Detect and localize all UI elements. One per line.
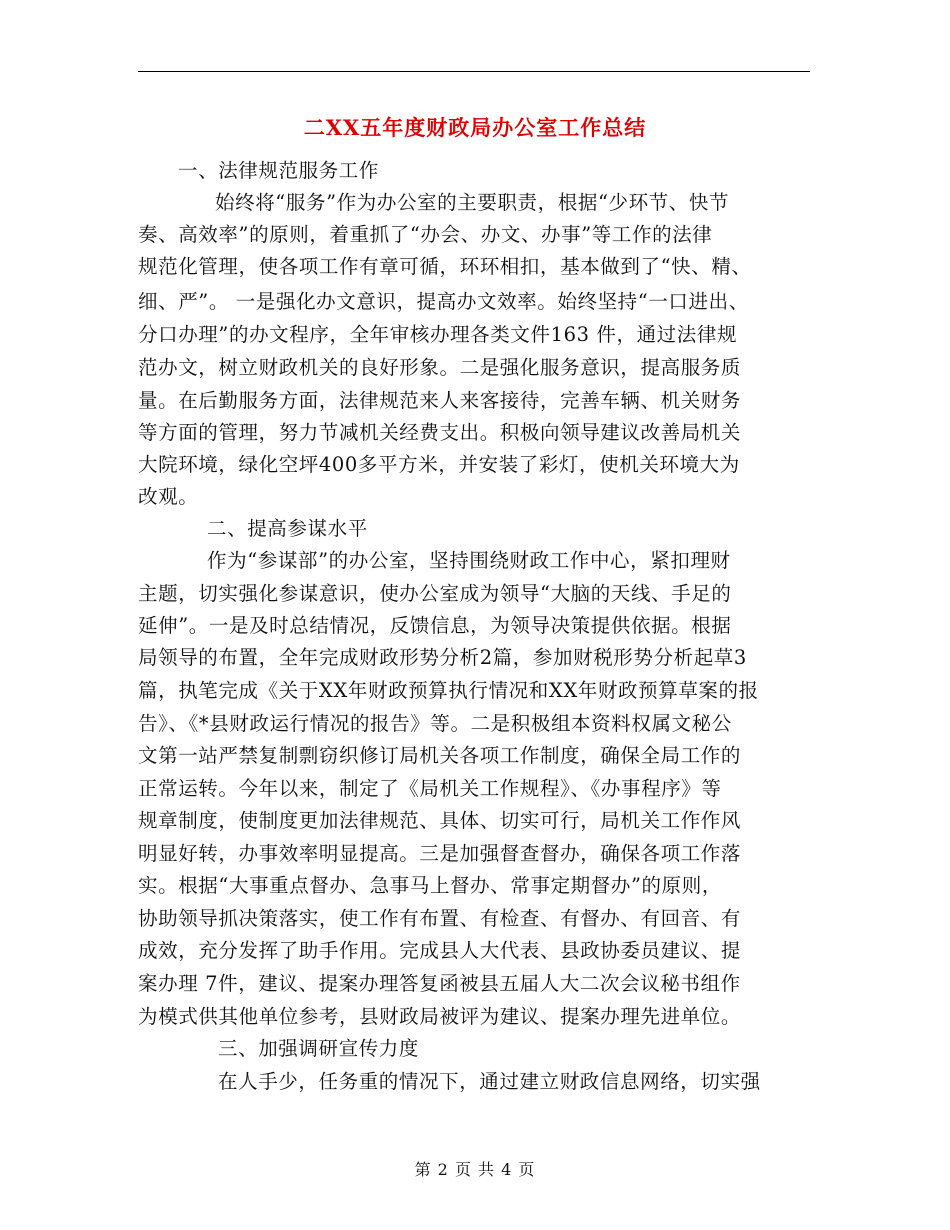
paragraph-line: 规范化管理，使各项工作有章可循，环环相扣，基本做到了“快、精、 xyxy=(138,255,752,278)
paragraph-line: 规章制度，使制度更加法律规范、具体、切实可行，局机关工作作风 xyxy=(138,809,742,832)
header-rule xyxy=(138,71,810,72)
paragraph-line: 告》、《*县财政运行情况的报告》等。二是积极组本资料权属文秘公 xyxy=(138,712,732,735)
paragraph-line: 大院环境，绿化空坪400多平方米，并安装了彩灯，使机关环境大为 xyxy=(138,453,740,476)
paragraph-line: 为模式供其他单位参考，县财政局被评为建议、提案办理先进单位。 xyxy=(138,1005,742,1028)
paragraph-line: 主题，切实强化参谋意识，使办公室成为领导“大脑的天线、手足的 xyxy=(138,582,732,605)
section-heading-3: 三、加强调研宣传力度 xyxy=(218,1037,420,1060)
paragraph-line: 量。在后勤服务方面，法律规范来人来客接待，完善车辆、机关财务 xyxy=(138,389,742,412)
paragraph-line: 改观。 xyxy=(138,485,199,508)
document-title: 二XX五年度财政局办公室工作总结 xyxy=(303,115,647,140)
paragraph-line: 正常运转。今年以来，制定了《局机关工作规程》、《办事程序》等 xyxy=(138,777,722,800)
paragraph-line: 明显好转，办事效率明显提高。三是加强督查督办，确保各项工作落 xyxy=(138,842,742,865)
paragraph-line: 始终将“服务”作为办公室的主要职责，根据“少环节、快节 xyxy=(215,191,730,214)
paragraph-line: 奏、高效率”的原则，着重抓了“办会、办文、办事”等工作的法律 xyxy=(138,223,713,246)
paragraph-line: 成效，充分发挥了助手作用。完成县人大代表、县政协委员建议、提 xyxy=(138,939,742,962)
paragraph-line: 等方面的管理，努力节减机关经费支出。积极向领导建议改善局机关 xyxy=(138,421,742,444)
paragraph-line: 协助领导抓决策落实，使工作有布置、有检查、有督办、有回音、有 xyxy=(138,907,742,930)
paragraph-line: 作为“参谋部”的办公室，坚持围绕财政工作中心，紧扣理财 xyxy=(207,549,731,572)
section-heading-1: 一、法律规范服务工作 xyxy=(178,159,380,182)
page-footer: 第 2 页 共 4 页 xyxy=(414,1160,536,1179)
paragraph-line: 实。根据“大事重点督办、急事马上督办、常事定期督办”的原则， xyxy=(138,874,722,897)
paragraph-line: 在人手少，任务重的情况下，通过建立财政信息网络，切实强 xyxy=(218,1070,761,1093)
paragraph-line: 分口办理”的办文程序，全年审核办理各类文件163 件，通过法律规 xyxy=(138,323,738,346)
paragraph-line: 延伸”。一是及时总结情况，反馈信息，为领导决策提供依据。根据 xyxy=(138,614,732,637)
paragraph-line: 篇，执笔完成《关于XX年财政预算执行情况和XX年财政预算草案的报 xyxy=(138,679,759,702)
paragraph-line: 细、严”。 一是强化办文意识，提高办文效率。始终坚持“一口进出、 xyxy=(138,290,749,313)
paragraph-line: 范办文，树立财政机关的良好形象。二是强化服务意识，提高服务质 xyxy=(138,356,742,379)
paragraph-line: 文第一站严禁复制剽窃织修订局机关各项工作制度，确保全局工作的 xyxy=(138,744,742,767)
section-heading-2: 二、提高参谋水平 xyxy=(207,517,368,540)
paragraph-line: 案办理 7件，建议、提案办理答复函被县五届人大二次会议秘书组作 xyxy=(138,972,741,995)
paragraph-line: 局领导的布置，全年完成财政形势分析2篇，参加财税形势分析起草3 xyxy=(138,646,747,669)
